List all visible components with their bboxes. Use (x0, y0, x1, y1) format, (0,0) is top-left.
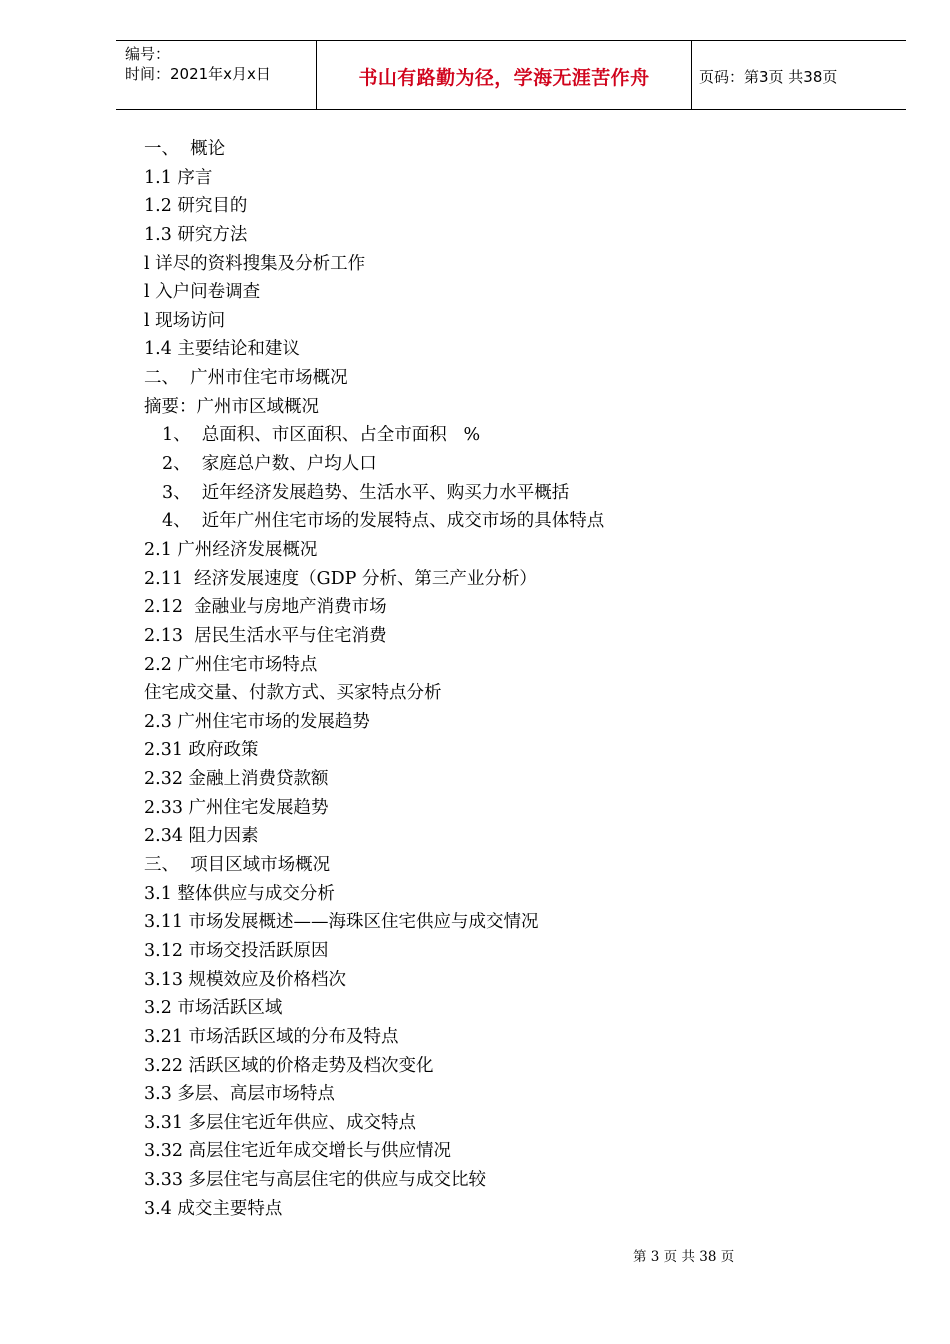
toc-entry: 1.3 研究方法 (144, 224, 248, 245)
toc-entry: 3.22 活跃区域的价格走势及档次变化 (144, 1055, 434, 1076)
toc-entry: 3.12 市场交投活跃原因 (144, 940, 329, 961)
toc-entry: 三、 项目区域市场概况 (144, 855, 331, 876)
toc-entry: 3、 近年经济发展趋势、生活水平、购买力水平概括 (162, 482, 570, 503)
toc-entry: 2.32 金融上消费贷款额 (144, 769, 329, 790)
toc-entry: 4、 近年广州住宅市场的发展特点、成交市场的具体特点 (162, 511, 605, 532)
toc-entry: 3.32 高层住宅近年成交增长与供应情况 (144, 1141, 452, 1162)
toc-entry: 2.2 广州住宅市场特点 (144, 654, 318, 675)
toc-entry: 摘要：广州市区域概况 (144, 396, 319, 417)
toc-entry: l 详尽的资料搜集及分析工作 (144, 253, 366, 274)
toc-entry: 2.12 金融业与房地产消费市场 (144, 597, 387, 618)
serial-number-label: 编号： (125, 45, 171, 63)
toc-entry: 1.4 主要结论和建议 (144, 339, 300, 360)
toc-entry: 2.33 广州住宅发展趋势 (144, 797, 329, 818)
toc-entry: 3.21 市场活跃区域的分布及特点 (144, 1026, 399, 1047)
toc-entry: 2.31 政府政策 (144, 740, 259, 761)
toc-entry: 一、 概论 (144, 139, 226, 159)
toc-entry: l 现场访问 (144, 310, 226, 331)
toc-entry: 3.4 成交主要特点 (144, 1198, 283, 1219)
toc-entry: 二、 广州市住宅市场概况 (144, 368, 348, 389)
toc-entry: 2.11 经济发展速度（GDP 分析、第三产业分析） (144, 568, 537, 589)
date-label: 时间：2021年x月x日 (125, 65, 271, 83)
toc-entry: 2.34 阻力因素 (144, 826, 259, 847)
toc-entry: 2.1 广州经济发展概况 (144, 539, 318, 560)
toc-entry: 2.3 广州住宅市场的发展趋势 (144, 711, 370, 732)
toc-entry: l 入户问卷调查 (144, 282, 261, 303)
toc-entry: 2.13 居民生活水平与住宅消费 (144, 625, 387, 646)
toc-entry: 3.11 市场发展概述——海珠区住宅供应与成交情况 (144, 912, 539, 933)
toc-entry: 1.2 研究目的 (144, 196, 248, 217)
toc-entry: 3.33 多层住宅与高层住宅的供应与成交比较 (144, 1170, 487, 1191)
toc-entry: 3.31 多层住宅近年供应、成交特点 (144, 1112, 417, 1133)
page-footer: 第 3 页 共 38 页 (633, 1249, 735, 1265)
toc-entry: 3.2 市场活跃区域 (144, 998, 283, 1019)
table-of-contents (144, 135, 844, 1223)
toc-entry: 3.1 整体供应与成交分析 (144, 883, 335, 904)
page-header (116, 40, 906, 110)
toc-entry: 3.3 多层、高层市场特点 (144, 1084, 335, 1105)
toc-entry: 3.13 规模效应及价格档次 (144, 969, 347, 990)
toc-entry: 住宅成交量、付款方式、买家特点分析 (144, 683, 442, 704)
header-page-cell (691, 41, 906, 109)
header-meta-cell (116, 41, 316, 109)
toc-entry: 1、 总面积、市区面积、占全市面积 % (162, 425, 481, 446)
header-page-info: 页码：第3页 共38页 (699, 68, 838, 86)
header-motto-cell (316, 41, 692, 109)
toc-entry: 1.1 序言 (144, 167, 213, 188)
toc-entry: 2、 家庭总户数、户均人口 (162, 454, 377, 475)
motto-text: 书山有路勤为径，学海无涯苦作舟 (358, 67, 650, 89)
